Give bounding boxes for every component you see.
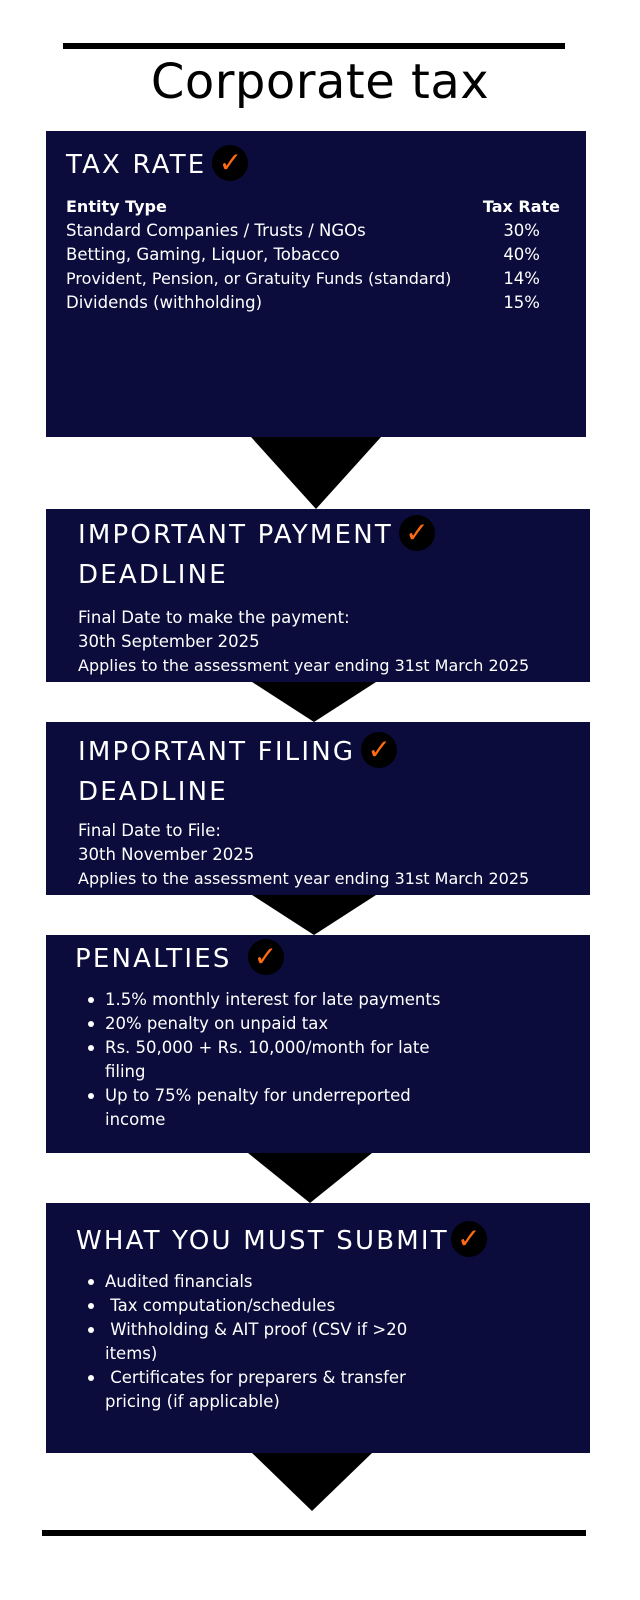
check-icon: ✓ xyxy=(212,145,248,181)
penalty-text: 1.5% monthly interest for late payments xyxy=(105,990,441,1009)
payment-deadline-date: 30th September 2025 xyxy=(78,632,260,651)
table-row xyxy=(66,243,546,267)
arrow-down-icon xyxy=(248,1153,372,1203)
tax-rate-table xyxy=(66,195,560,315)
penalty-text: Up to 75% penalty for underreported income xyxy=(105,1086,411,1129)
list-item xyxy=(79,1036,459,1084)
entity-type-cell: Provident, Pension, or Gratuity Funds (standard) xyxy=(66,269,452,288)
filing-deadline-heading-line2: DEADLINE xyxy=(78,777,228,807)
filing-deadline-details xyxy=(78,819,529,891)
submit-item-text: Audited financials xyxy=(105,1272,253,1291)
arrow-down-icon xyxy=(252,1453,372,1511)
submit-heading xyxy=(76,1221,487,1261)
payment-deadline-heading-text: IMPORTANT PAYMENT xyxy=(78,520,393,550)
check-icon: ✓ xyxy=(399,515,435,551)
bullet-icon xyxy=(88,1303,94,1309)
penalties-list xyxy=(79,988,459,1132)
list-item xyxy=(79,988,459,1012)
filing-deadline-note: Applies to the assessment year ending 31st March 2025 xyxy=(78,869,530,888)
table-row xyxy=(66,219,546,243)
bullet-icon xyxy=(88,1093,94,1099)
table-row xyxy=(66,267,546,291)
bottom-rule xyxy=(42,1530,586,1536)
page-title: Corporate tax xyxy=(150,54,490,110)
table-row xyxy=(66,291,546,315)
bullet-icon xyxy=(88,1045,94,1051)
table-header-row xyxy=(66,195,560,219)
check-icon: ✓ xyxy=(248,939,284,975)
filing-deadline-date: 30th November 2025 xyxy=(78,845,255,864)
arrow-down-icon xyxy=(252,682,376,722)
penalties-panel xyxy=(46,935,590,1153)
tax-rate-cell: 14% xyxy=(503,269,540,288)
list-item xyxy=(79,1366,439,1414)
check-icon: ✓ xyxy=(361,732,397,768)
payment-deadline-panel xyxy=(46,509,590,682)
arrow-down-icon xyxy=(251,437,381,509)
list-item xyxy=(79,1012,459,1036)
submit-item-text: Certificates for preparers & transfer pricing (if applicable) xyxy=(105,1368,412,1411)
submit-panel xyxy=(46,1203,590,1453)
entity-type-cell: Dividends (withholding) xyxy=(66,293,263,312)
arrow-down-icon xyxy=(252,895,376,935)
filing-deadline-heading xyxy=(78,732,397,772)
submit-item-text: Withholding & AIT proof (CSV if >20 items) xyxy=(105,1320,413,1363)
bullet-icon xyxy=(88,1021,94,1027)
payment-deadline-note: Applies to the assessment year ending 31st March 2025 xyxy=(78,656,530,675)
list-item xyxy=(79,1084,459,1132)
submit-heading-text: WHAT YOU MUST SUBMIT xyxy=(76,1226,449,1256)
penalties-heading-text: PENALTIES xyxy=(75,944,232,974)
payment-deadline-heading xyxy=(78,515,435,555)
bullet-icon xyxy=(88,997,94,1003)
bullet-icon xyxy=(88,1279,94,1285)
filing-deadline-heading-text: IMPORTANT FILING xyxy=(78,737,356,767)
submit-list xyxy=(79,1270,439,1414)
payment-deadline-heading-line2: DEADLINE xyxy=(78,560,228,590)
column-header-tax-rate: Tax Rate xyxy=(482,197,560,216)
bullet-icon xyxy=(88,1375,94,1381)
tax-rate-cell: 15% xyxy=(503,293,540,312)
filing-deadline-label: Final Date to File: xyxy=(78,821,221,840)
check-icon: ✓ xyxy=(451,1221,487,1257)
entity-type-cell: Betting, Gaming, Liquor, Tobacco xyxy=(66,245,340,264)
tax-rate-heading-text: TAX RATE xyxy=(66,150,207,180)
column-header-entity-type: Entity Type xyxy=(66,197,167,216)
payment-deadline-details xyxy=(78,606,529,678)
penalty-text: Rs. 50,000 + Rs. 10,000/month for late filing xyxy=(105,1038,430,1081)
tax-rate-cell: 40% xyxy=(503,245,540,264)
penalty-text: 20% penalty on unpaid tax xyxy=(105,1014,329,1033)
filing-deadline-panel xyxy=(46,722,590,895)
bullet-icon xyxy=(88,1327,94,1333)
list-item xyxy=(79,1270,439,1294)
top-rule xyxy=(63,43,565,49)
submit-item-text: Tax computation/schedules xyxy=(105,1296,336,1315)
list-item xyxy=(79,1318,439,1366)
payment-deadline-label: Final Date to make the payment: xyxy=(78,608,350,627)
penalties-heading xyxy=(75,939,284,979)
entity-type-cell: Standard Companies / Trusts / NGOs xyxy=(66,221,366,240)
tax-rate-panel xyxy=(46,131,586,437)
tax-rate-cell: 30% xyxy=(503,221,540,240)
tax-rate-heading xyxy=(66,145,248,185)
list-item xyxy=(79,1294,439,1318)
